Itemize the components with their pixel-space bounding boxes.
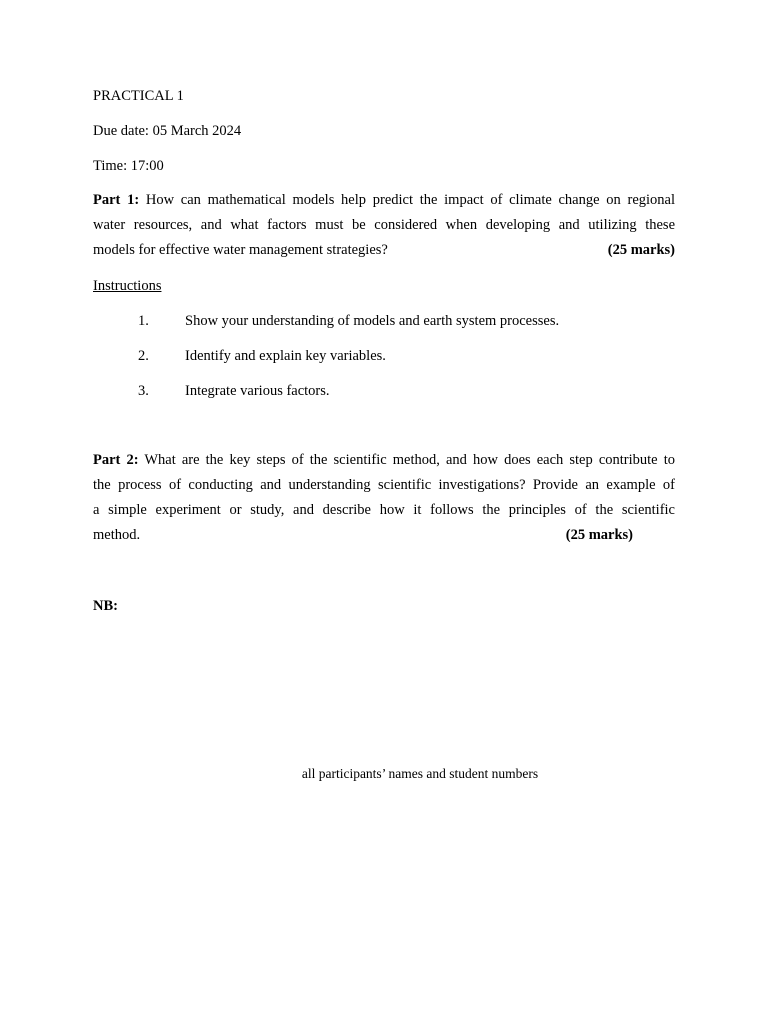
part1-line-3: models for effective water management strategies? — [93, 242, 388, 258]
instruction-number: 1. — [138, 313, 149, 329]
part2-line-1: What are the key steps of the scientific method, and how does each step contribute to — [144, 452, 675, 468]
part1-line-2: water resources, and what factors must be considered when developing and utilizing these — [93, 217, 675, 233]
part1-marks: (25 marks) — [607, 242, 675, 258]
instruction-text: Integrate various factors. — [185, 383, 330, 399]
part2-line-4: method. — [93, 527, 141, 543]
part2-line-2: the process of conducting and understanding scientific investigations? Provide an example of — [93, 477, 675, 493]
instruction-number: 2. — [138, 348, 149, 364]
part2-label: Part 2: — [93, 452, 139, 468]
part1-label: Part 1: — [93, 192, 140, 208]
part2-question — [93, 448, 675, 548]
time: Time: 17:00 — [93, 158, 164, 174]
instruction-item — [138, 347, 386, 365]
instruction-text: Show your understanding of models and earth system processes. — [185, 313, 560, 329]
due-date: Due date: 05 March 2024 — [93, 123, 242, 139]
practical-title: PRACTICAL 1 — [93, 88, 184, 104]
part1-question — [93, 188, 675, 263]
instruction-text: Identify and explain key variables. — [185, 348, 386, 364]
instruction-item — [138, 312, 559, 330]
instruction-item — [138, 382, 330, 400]
part2-line-3: a simple experiment or study, and describe how it follows the principles of the scientific — [93, 502, 675, 518]
part1-line-1: How can mathematical models help predict the impact of climate change on regional — [145, 192, 675, 208]
part2-marks: (25 marks) — [565, 527, 633, 543]
nb-label — [93, 597, 118, 615]
nb-label-text: NB: — [93, 598, 118, 614]
instructions-heading: Instructions — [93, 278, 162, 294]
participants-note: all participants’ names and student numbers — [301, 766, 539, 781]
instruction-number: 3. — [138, 383, 149, 399]
